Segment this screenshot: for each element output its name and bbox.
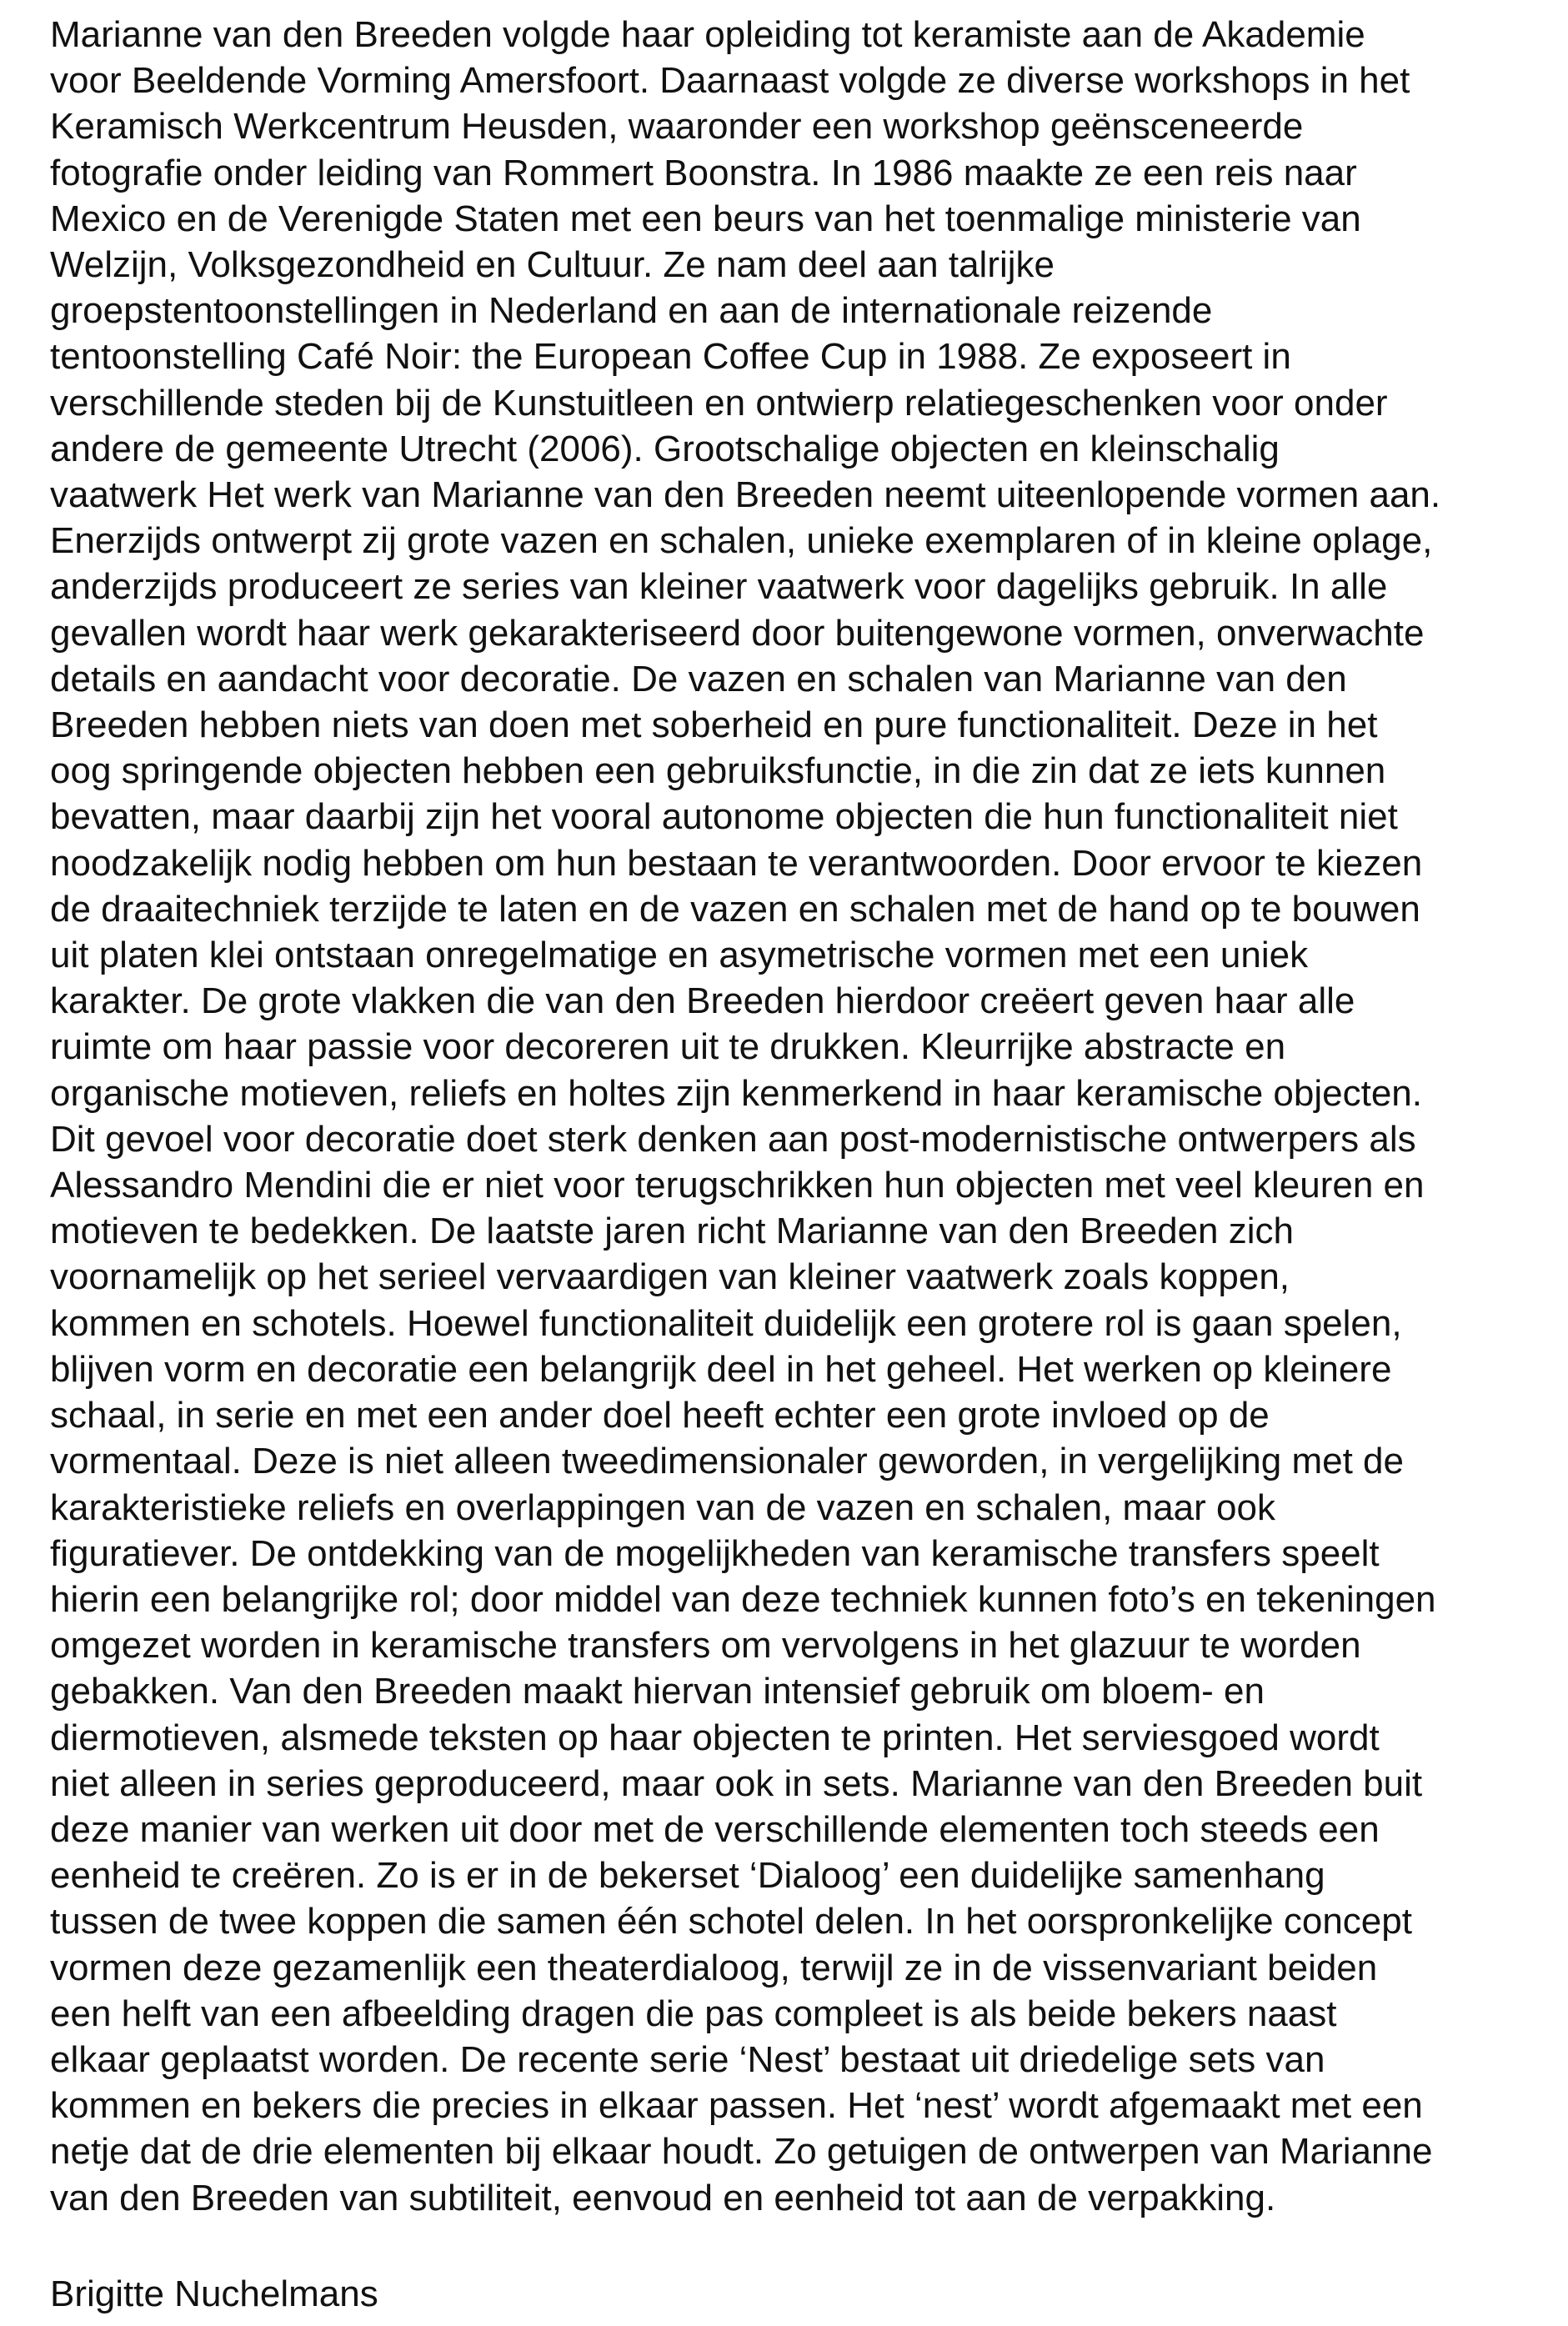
article-line: van den Breeden van subtiliteit, eenvoud en eenheid tot aan de verpakking. bbox=[50, 2177, 1276, 2218]
article-line: Alessandro Mendini die er niet voor terugschrikken hun objecten met veel kleuren en bbox=[50, 1165, 1425, 1206]
article-line: fotografie onder leiding van Rommert Boonstra. In 1986 maakte ze een reis naar bbox=[50, 152, 1357, 193]
article-line: elkaar geplaatst worden. De recente serie ‘Nest’ bestaat uit driedelige sets van bbox=[50, 2038, 1325, 2080]
article-line: details en aandacht voor decoratie. De vazen en schalen van Marianne van den bbox=[50, 658, 1347, 699]
article-line: oog springende objecten hebben een gebruiksfunctie, in die zin dat ze iets kunnen bbox=[50, 750, 1386, 792]
article-line: Marianne van den Breeden volgde haar opleiding tot keramiste aan de Akademie bbox=[50, 14, 1365, 55]
article-line: bevatten, maar daarbij zijn het vooral autonome objecten die hun functionaliteit niet bbox=[50, 796, 1398, 838]
article-line: deze manier van werken uit door met de verschillende elementen toch steeds een bbox=[50, 1808, 1380, 1850]
article-line: Dit gevoel voor decoratie doet sterk denken aan post-modernistische ontwerpers als bbox=[50, 1118, 1416, 1160]
article-line: organische motieven, reliefs en holtes zijn kenmerkend in haar keramische objecten. bbox=[50, 1072, 1422, 1114]
author-signature: Brigitte Nuchelmans bbox=[50, 2273, 378, 2314]
article-line: hierin een belangrijke rol; door middel van deze techniek kunnen foto’s en tekeningen bbox=[50, 1578, 1436, 1620]
article-line: Mexico en de Verenigde Staten met een beurs van het toenmalige ministerie van bbox=[50, 198, 1361, 239]
article-line: anderzijds produceert ze series van kleiner vaatwerk voor dagelijks gebruik. In alle bbox=[50, 566, 1388, 608]
article-line: Keramisch Werkcentrum Heusden, waaronder een workshop geënsceneerde bbox=[50, 106, 1304, 148]
article-line: andere de gemeente Utrecht (2006). Grootschalige objecten en kleinschalig bbox=[50, 428, 1280, 469]
article-line: verschillende steden bij de Kunstuitleen en ontwierp relatiegeschenken voor onder bbox=[50, 382, 1388, 424]
article-line: gevallen wordt haar werk gekarakteriseerd door buitengewone vormen, onverwachte bbox=[50, 612, 1425, 654]
article-line: karakter. De grote vlakken die van den Breeden hierdoor creëert geven haar alle bbox=[50, 980, 1355, 1022]
article-line: karakteristieke reliefs en overlappingen van de vazen en schalen, maar ook bbox=[50, 1486, 1275, 1528]
article-line: motieven te bedekken. De laatste jaren richt Marianne van den Breeden zich bbox=[50, 1211, 1294, 1252]
article-line: kommen en bekers die precies in elkaar passen. Het ‘nest’ wordt afgemaakt met een bbox=[50, 2085, 1423, 2127]
article-line: de draaitechniek terzijde te laten en de vazen en schalen met de hand op te bouwen bbox=[50, 888, 1420, 930]
article-line: uit platen klei ontstaan onregelmatige en asymetrische vormen met een uniek bbox=[50, 935, 1309, 976]
article-line: vormentaal. Deze is niet alleen tweedimensionaler geworden, in vergelijking met de bbox=[50, 1441, 1404, 1482]
article-line: netje dat de drie elementen bij elkaar houdt. Zo getuigen de ontwerpen van Marianne bbox=[50, 2131, 1433, 2173]
article-line: eenheid te creëren. Zo is er in de bekerset ‘Dialoog’ een duidelijke samenhang bbox=[50, 1855, 1325, 1897]
article-line: Enerzijds ontwerpt zij grote vazen en schalen, unieke exemplaren of in kleine oplage, bbox=[50, 520, 1433, 562]
article-line: kommen en schotels. Hoewel functionaliteit duidelijk een grotere rol is gaan spelen, bbox=[50, 1302, 1402, 1344]
article-line: voor Beeldende Vorming Amersfoort. Daarnaast volgde ze diverse workshops in het bbox=[50, 60, 1410, 102]
article-line: figuratiever. De ontdekking van de mogelijkheden van keramische transfers speelt bbox=[50, 1532, 1380, 1574]
article-line: blijven vorm en decoratie een belangrijk deel in het geheel. Het werken op kleinere bbox=[50, 1348, 1392, 1390]
article-line: ruimte om haar passie voor decoreren uit te drukken. Kleurrijke abstracte en bbox=[50, 1026, 1286, 1068]
article-line: tentoonstelling Café Noir: the European Coffee Cup in 1988. Ze exposeert in bbox=[50, 336, 1291, 378]
article-line: tussen de twee koppen die samen één schotel delen. In het oorspronkelijke concept bbox=[50, 1901, 1412, 1943]
article-line: voornamelijk op het serieel vervaardigen van kleiner vaatwerk zoals koppen, bbox=[50, 1256, 1290, 1298]
article-line: Breeden hebben niets van doen met soberheid en pure functionaliteit. Deze in het bbox=[50, 704, 1378, 746]
article-body bbox=[50, 12, 1542, 2221]
article-line: noodzakelijk nodig hebben om hun bestaan te verantwoorden. Door ervoor te kiezen bbox=[50, 842, 1423, 884]
article-line: Welzijn, Volksgezondheid en Cultuur. Ze nam deel aan talrijke bbox=[50, 244, 1055, 286]
article-line: omgezet worden in keramische transfers om vervolgens in het glazuur te worden bbox=[50, 1625, 1361, 1667]
article-line: vaatwerk Het werk van Marianne van den Breeden neemt uiteenlopende vormen aan. bbox=[50, 474, 1441, 516]
article-line: gebakken. Van den Breeden maakt hiervan intensief gebruik om bloem- en bbox=[50, 1671, 1265, 1712]
article-line: schaal, in serie en met een ander doel heeft echter een grote invloed op de bbox=[50, 1395, 1270, 1436]
article-line: diermotieven, alsmede teksten op haar objecten te printen. Het serviesgoed wordt bbox=[50, 1717, 1380, 1758]
article-line: niet alleen in series geproduceerd, maar ook in sets. Marianne van den Breeden buit bbox=[50, 1762, 1423, 1804]
article-line: vormen deze gezamenlijk een theaterdialoog, terwijl ze in de vissenvariant beiden bbox=[50, 1947, 1378, 1988]
article-line: een helft van een afbeelding dragen die pas compleet is als beide bekers naast bbox=[50, 1993, 1337, 2034]
article-line: groepstentoonstellingen in Nederland en aan de internationale reizende bbox=[50, 290, 1213, 332]
